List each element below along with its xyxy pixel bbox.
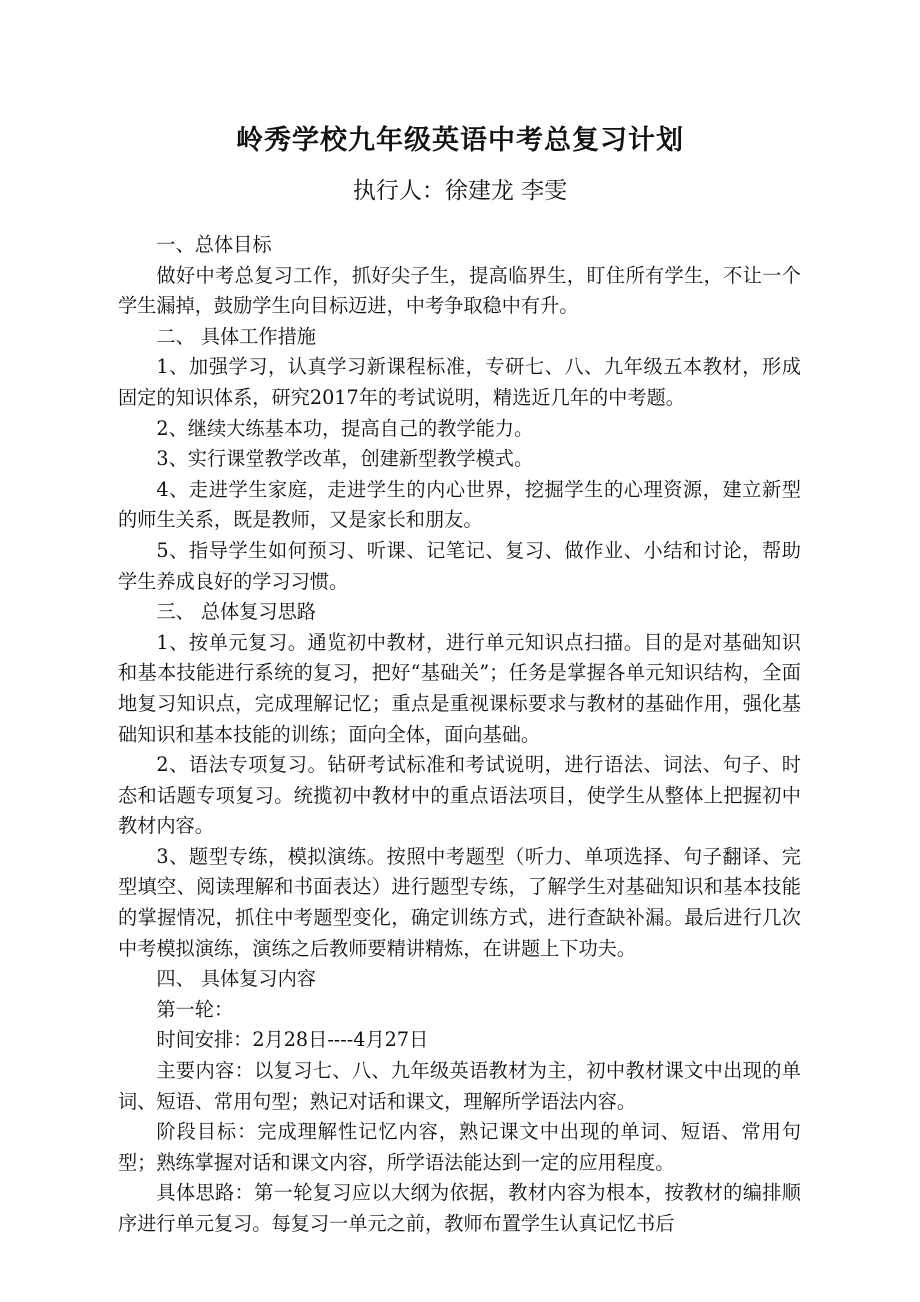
paragraph: 1、按单元复习。通览初中教材，进行单元知识点扫描。目的是对基础知识和基本技能进行系统的复习，把好“基础关”；任务是掌握各单元知识结构，全面地复习知识点，完成理解记忆；重点是重视课标要求与教材的基础作用，强化基础知识和基本技能的训练；面向全体，面向基础。 — [118, 630, 801, 746]
paragraph: 3、实行课堂教学改革，创建新型教学模式。 — [156, 447, 534, 471]
paragraph: 阶段目标：完成理解性记忆内容，熟记课文中出现的单词、短语、常用句型；熟练掌握对话和课文内容，所学语法能达到一定的应用程度。 — [118, 1120, 801, 1174]
paragraph: 主要内容：以复习七、八、九年级英语教材为主，初中教材课文中出现的单词、短语、常用句型；熟记对话和课文，理解所学语法内容。 — [118, 1059, 801, 1113]
paragraph: 具体思路：第一轮复习应以大纲为依据，教材内容为根本，按教材的编排顺序进行单元复习。每复习一单元之前，教师布置学生认真记忆书后 — [118, 1181, 801, 1235]
paragraph: 做好中考总复习工作，抓好尖子生，提高临界生，盯住所有学生，不让一个学生漏掉，鼓励学生向目标迈进，中考争取稳中有升。 — [118, 263, 801, 318]
paragraph: 4、走进学生家庭，走进学生的内心世界，挖掘学生的心理资源，建立新型的师生关系，既是教师，又是家长和朋友。 — [118, 477, 801, 532]
section-heading: 一、总体目标 — [156, 233, 272, 256]
section-heading: 四、 具体复习内容 — [156, 967, 316, 991]
paragraph: 1、加强学习，认真学习新课程标准，专研七、八、九年级五本教材，形成固定的知识体系，研究2017年的考试说明，精选近几年的中考题。 — [118, 355, 801, 409]
paragraph: 5、指导学生如何预习、听课、记笔记、复习、做作业、小结和讨论，帮助学生养成良好的学习习惯。 — [118, 538, 801, 593]
document-title: 岭秀学校九年级英语中考总复习计划 — [236, 125, 684, 156]
document-author: 执行人：徐建龙 李雯 — [352, 178, 568, 204]
paragraph: 3、题型专练，模拟演练。按照中考题型（听力、单项选择、句子翻译、完型填空、阅读理解和书面表达）进行题型专练，了解学生对基础知识和基本技能的掌握情况，抓住中考题型变化，确定训练方式，进行查缺补漏。最后进行几次中考模拟演练，演练之后教师要精讲精炼，在讲题上下功夫。 — [118, 844, 801, 960]
section-heading: 二、 具体工作措施 — [156, 324, 316, 348]
paragraph: 第一轮： — [156, 997, 234, 1021]
paragraph: 2、语法专项复习。钻研考试标准和考试说明，进行语法、词法、句子、时态和话题专项复习。统揽初中教材中的重点语法项目，使学生从整体上把握初中教材内容。 — [118, 753, 801, 838]
paragraph: 2、继续大练基本功，提高自己的教学能力。 — [156, 416, 534, 440]
section-heading: 三、 总体复习思路 — [156, 600, 316, 624]
paragraph: 时间安排：2月28日----4月27日 — [156, 1028, 429, 1052]
document-body — [118, 230, 801, 1240]
